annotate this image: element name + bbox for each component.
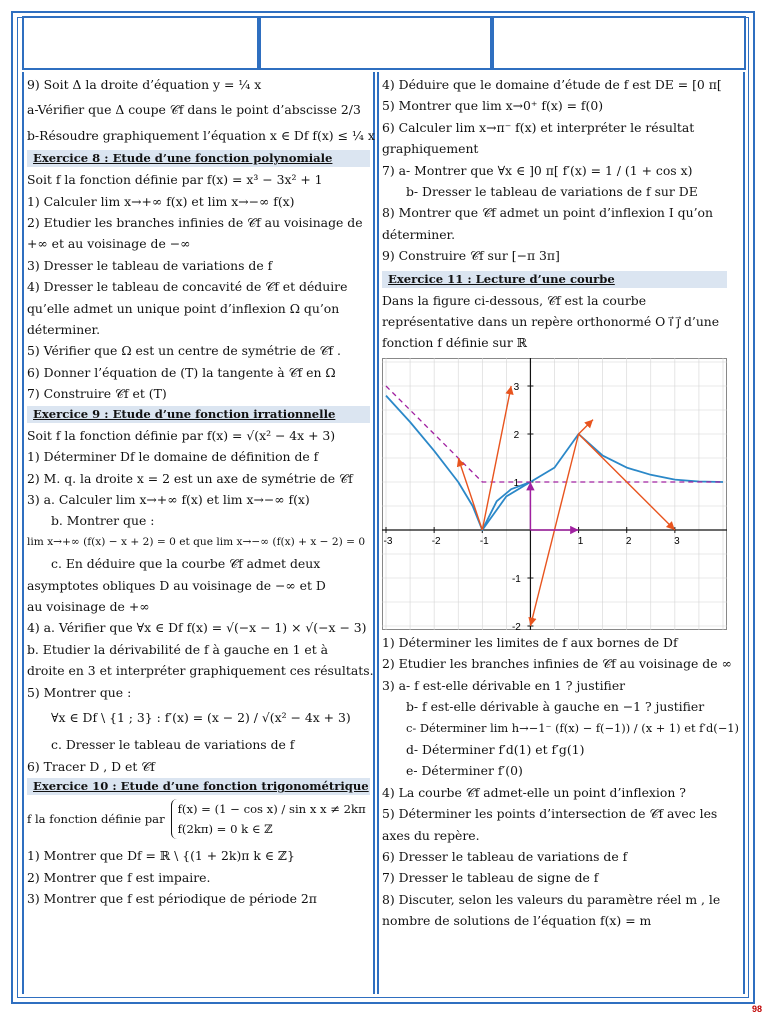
text-line: 4) La courbe 𝒞f admet-elle un point d’inflexion ?: [382, 784, 686, 800]
text-line: c- Déterminer lim h→−1⁻ (f(x) − f(−1)) / (x + 1) et f′d(−1): [406, 720, 739, 735]
text-line: 6) Dresser le tableau de variations de f: [382, 848, 628, 864]
text-line: représentative dans un repère orthonormé O i⃗ j⃗ d’une: [382, 314, 720, 330]
text-line: 1) Calculer lim x→+∞ f(x) et lim x→−∞ f(x): [27, 193, 295, 209]
page-number: 98: [751, 1004, 762, 1014]
definition-case: f(2kπ) = 0 k ∈ ℤ: [177, 822, 273, 837]
text-line: 8) Discuter, selon les valeurs du paramètre réel m , le: [382, 891, 721, 907]
text-line: 3) Montrer que f est périodique de période 2π: [27, 891, 317, 906]
left-column: [27, 74, 375, 909]
y-tick-label: 3: [513, 381, 520, 393]
text-line: nombre de solutions de l’équation f(x) = m: [382, 913, 652, 929]
text-line: 6) Tracer D , D et 𝒞f: [27, 758, 155, 774]
text-line: 3) Dresser le tableau de variations de f: [27, 257, 273, 273]
y-tick-label: 2: [513, 429, 520, 441]
x-tick-label: 2: [625, 535, 632, 547]
text-line: 6) Donner l’équation de (T) la tangente à 𝒞f en Ω: [27, 364, 336, 380]
text-line: b. Montrer que :: [51, 513, 155, 529]
text-line: d- Déterminer f′d(1) et f′g(1): [406, 741, 585, 757]
text-line: fonction f définie sur ℝ: [382, 335, 528, 351]
text-line: b- f est-elle dérivable à gauche en −1 ? justifier: [406, 699, 705, 715]
text-line: c. En déduire que la courbe 𝒞f admet deux: [51, 556, 321, 572]
text-line: 1) Montrer que Df = ℝ \ {(1 + 2k)π k ∈ ℤ}: [27, 848, 295, 864]
text-line: 1) Déterminer les limites de f aux bornes de Df: [382, 634, 678, 650]
text-line: Soit f la fonction définie par f(x) = √(x² − 4x + 3): [27, 427, 336, 443]
y-tick-label: -1: [511, 573, 521, 585]
piecewise-definition: [27, 799, 370, 839]
x-tick-label: -1: [479, 535, 489, 547]
text-line: 8) Montrer que 𝒞f admet un point d’inflexion I qu’on: [382, 205, 713, 221]
text-line: 9) Soit Δ la droite d’équation y = ¼ x: [27, 77, 262, 92]
text-line: 1) Déterminer Df le domaine de définition de f: [27, 449, 319, 465]
text-line: +∞ et au voisinage de −∞: [27, 236, 191, 252]
text-line: 7) Dresser le tableau de signe de f: [382, 870, 599, 886]
text-line: 3) a. Calculer lim x→+∞ f(x) et lim x→−∞ f(x): [27, 491, 310, 507]
exercise-11-title: Exercice 11 : Lecture d’une courbe: [382, 271, 727, 288]
text-line: 7) Construire 𝒞f et (T): [27, 386, 167, 402]
text-line: 4) Déduire que le domaine d’étude de f est DE = [0 π[: [382, 77, 722, 92]
text-line: lim x→+∞ (f(x) − x + 2) = 0 et que lim x→−∞ (f(x) + x − 2) = 0: [27, 535, 366, 548]
text-line: 5) Vérifier que Ω est un centre de symétrie de 𝒞f .: [27, 343, 341, 359]
x-tick-label: -2: [431, 535, 441, 547]
exercise-10-title: Exercice 10 : Etude d’une fonction trigonométrique: [27, 778, 370, 795]
text-line: b- Dresser le tableau de variations de f sur DE: [406, 184, 698, 200]
text-line: 5) Montrer que lim x→0⁺ f(x) = f(0): [382, 98, 604, 114]
text-line: Soit f la fonction définie par f(x) = x³ − 3x² + 1: [27, 172, 323, 188]
text-line: asymptotes obliques D au voisinage de −∞ et D: [27, 577, 326, 593]
text-line: déterminer.: [382, 226, 456, 242]
text-line: b. Etudier la dérivabilité de f à gauche en 1 et à: [27, 641, 329, 657]
header-cell-middle: [259, 16, 492, 70]
text-line: déterminer.: [27, 322, 101, 338]
text-line: Dans la figure ci-dessous, 𝒞f est la courbe: [382, 292, 647, 308]
definition-case: f(x) = (1 − cos x) / sin x x ≠ 2kπ: [177, 802, 366, 817]
header-cell-right: [492, 16, 746, 70]
text-line: 2) Montrer que f est impaire.: [27, 869, 211, 885]
right-column: [382, 74, 739, 932]
x-tick-label: -3: [383, 535, 393, 547]
text-line: c. Dresser le tableau de variations de f: [51, 737, 295, 753]
text-line: 5) Déterminer les points d’intersection de 𝒞f avec les: [382, 806, 718, 822]
text-line: ∀x ∈ Df \ {1 ; 3} : f′(x) = (x − 2) / √(x² − 4x + 3): [51, 709, 351, 725]
definition-intro: f la fonction définie par: [27, 812, 165, 827]
text-line: 7) a- Montrer que ∀x ∈ ]0 π[ f′(x) = 1 / (1 + cos x): [382, 162, 693, 178]
text-line: 2) Etudier les branches infinies de 𝒞f au voisinage de: [27, 215, 363, 231]
text-line: 3) a- f est-elle dérivable en 1 ? justifier: [382, 677, 626, 693]
x-tick-label: 1: [577, 535, 584, 547]
text-line: a-Vérifier que Δ coupe 𝒞f dans le point d’abscisse 2/3: [27, 102, 361, 118]
text-line: droite en 3 et interpréter graphiquement ces résultats.: [27, 663, 374, 679]
text-line: axes du repère.: [382, 827, 480, 843]
text-line: e- Déterminer f′(0): [406, 763, 523, 779]
x-tick-label: 3: [674, 535, 680, 547]
curly-brace: [171, 799, 366, 839]
y-tick-label: 1: [513, 477, 520, 489]
exercise-9-title: Exercice 9 : Etude d’une fonction irrationnelle: [27, 406, 370, 423]
text-line: 6) Calculer lim x→π⁻ f(x) et interpréter le résultat: [382, 119, 695, 135]
exercise-8-title: Exercice 8 : Etude d’une fonction polynomiale: [27, 150, 370, 167]
text-line: 4) Dresser le tableau de concavité de 𝒞f et déduire: [27, 279, 348, 295]
y-tick-label: -2: [511, 621, 521, 630]
text-line: 5) Montrer que :: [27, 684, 132, 700]
text-line: 2) M. q. la droite x = 2 est un axe de symétrie de 𝒞f: [27, 470, 353, 486]
text-line: au voisinage de +∞: [27, 598, 150, 614]
text-line: b-Résoudre graphiquement l’équation x ∈ Df f(x) ≤ ¼ x: [27, 127, 375, 143]
header-cell-left: [22, 16, 259, 70]
text-line: qu’elle admet un unique point d’inflexion Ω qu’on: [27, 300, 340, 316]
text-line: graphiquement: [382, 141, 479, 157]
function-graph: [382, 358, 727, 630]
text-line: 2) Etudier les branches infinies de 𝒞f au voisinage de ∞: [382, 656, 732, 672]
text-line: 4) a. Vérifier que ∀x ∈ Df f(x) = √(−x − 1) × √(−x − 3): [27, 620, 367, 636]
text-line: 9) Construire 𝒞f sur [−π 3π]: [382, 248, 560, 264]
